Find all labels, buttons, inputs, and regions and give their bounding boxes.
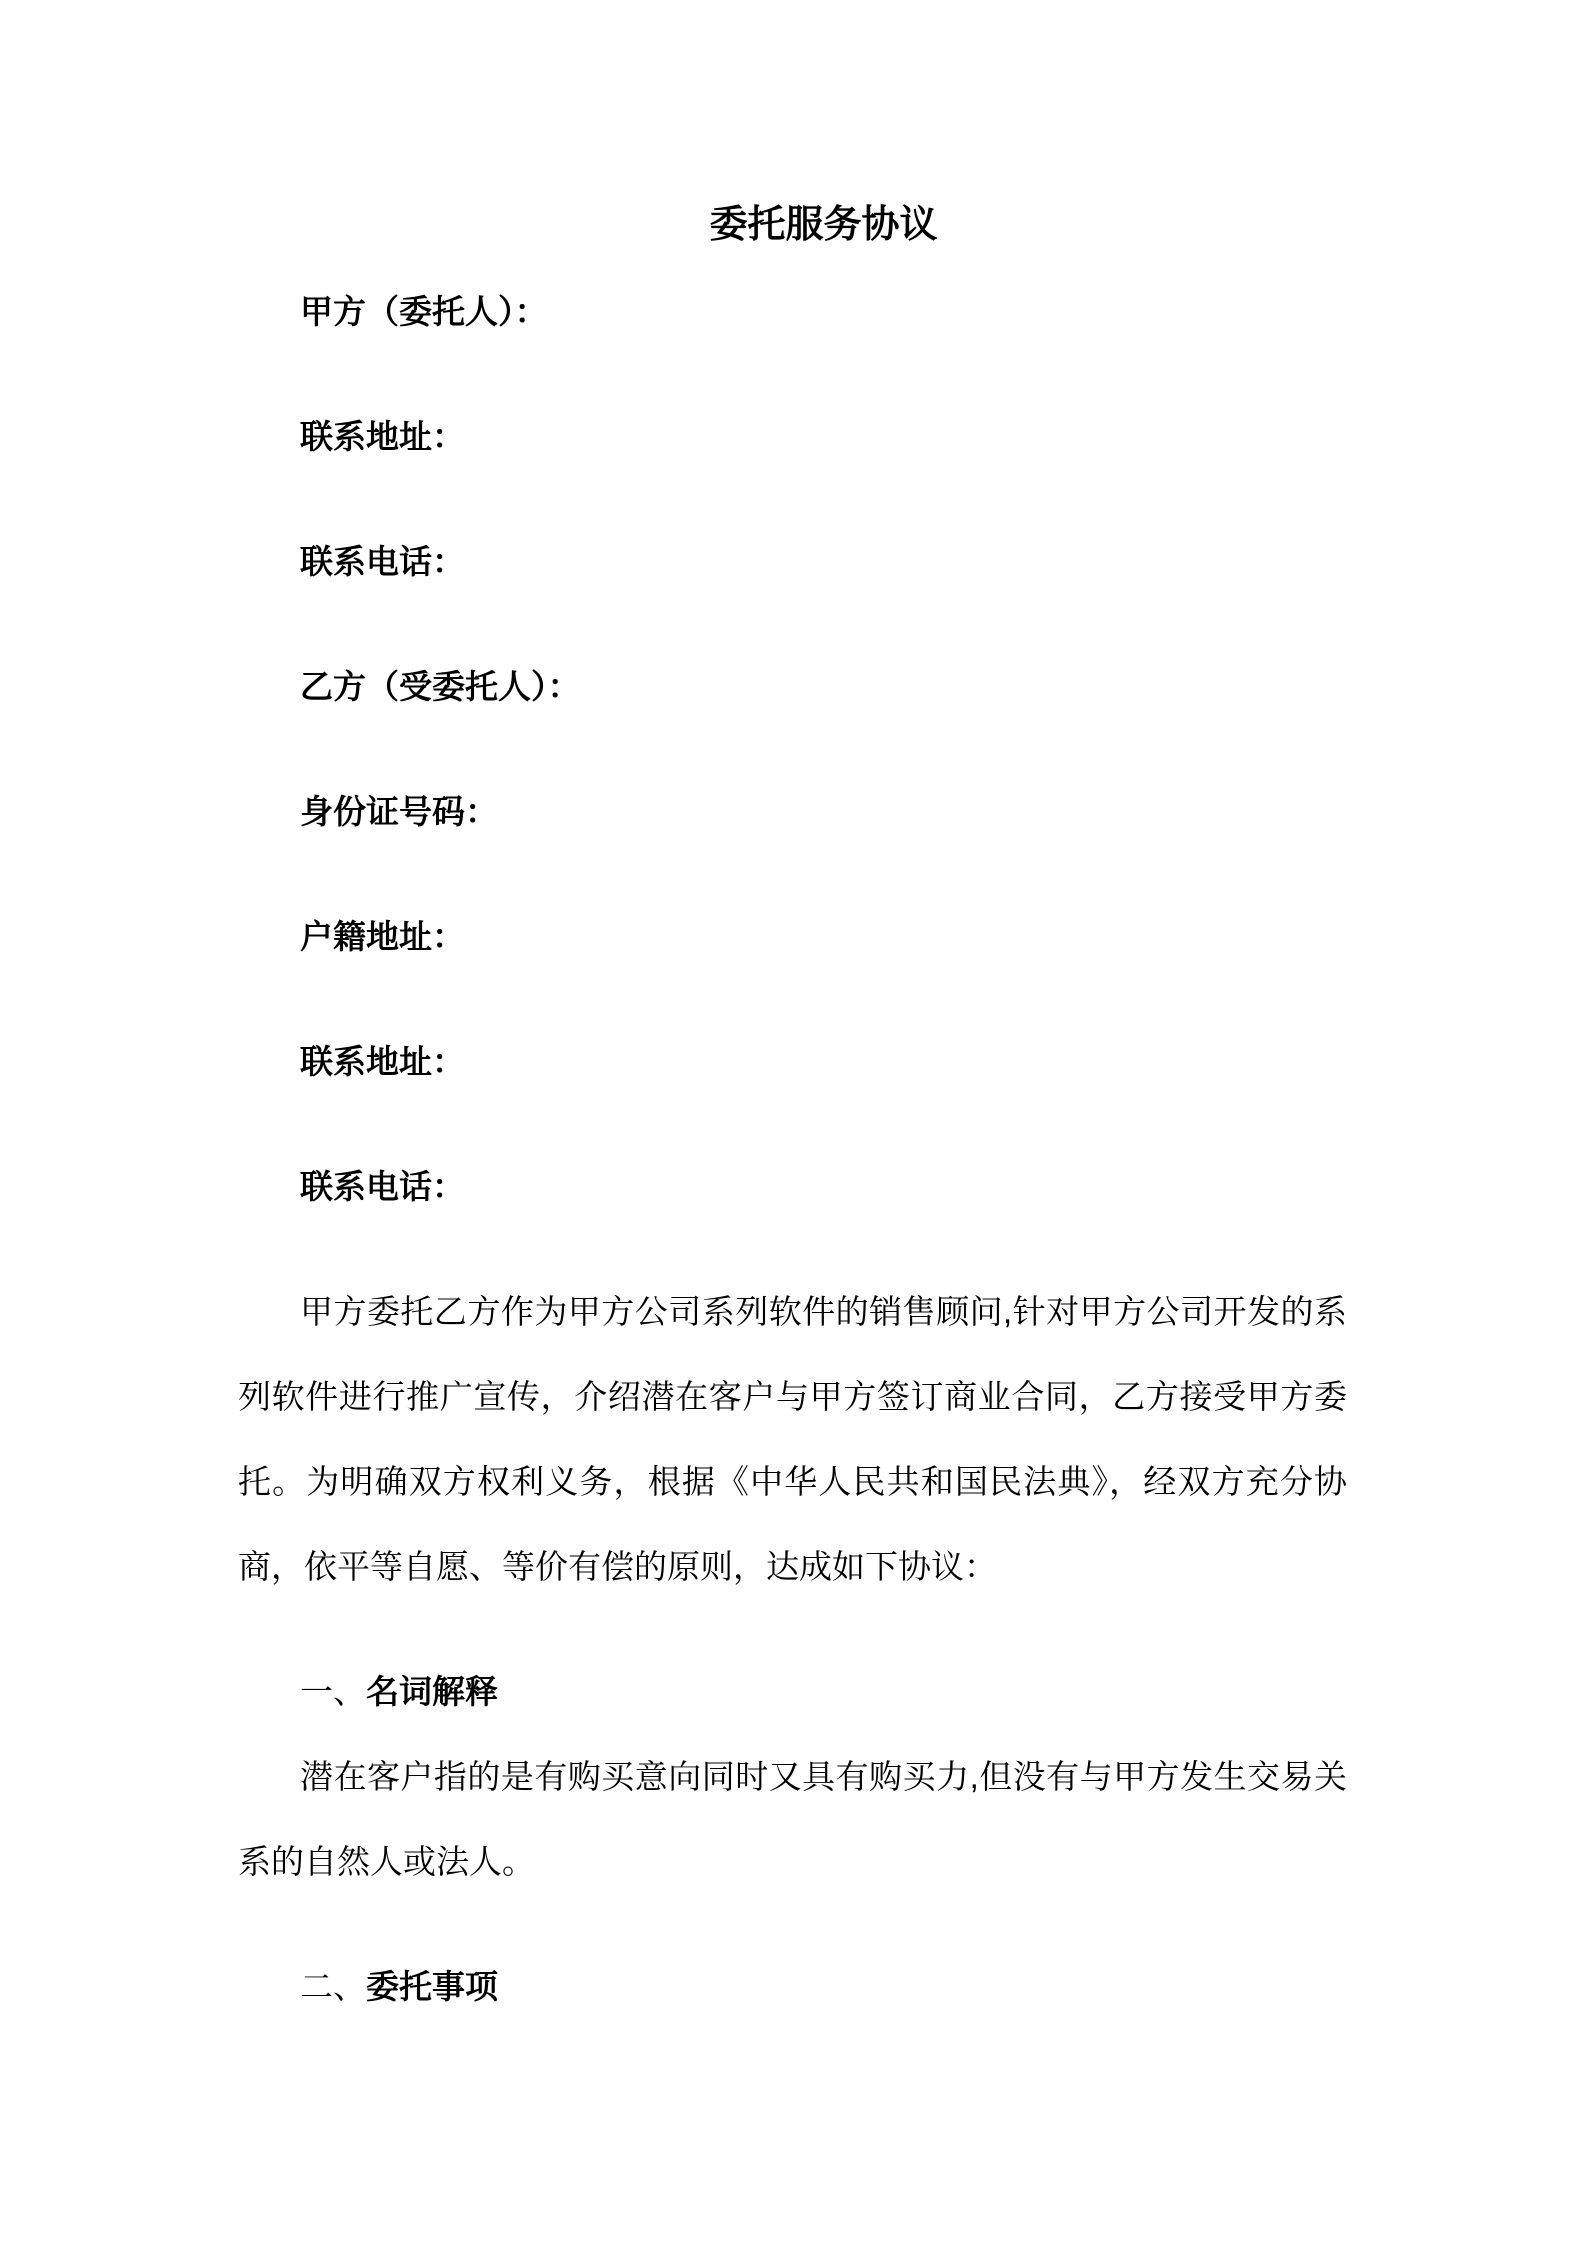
party-b-id-number-label: 身份证号码： <box>300 793 498 830</box>
party-a-contact-phone-label: 联系电话： <box>300 543 465 580</box>
party-b-household-address-label: 户籍地址： <box>300 918 465 955</box>
party-a-contact-address-label: 联系地址： <box>300 418 465 455</box>
party-b-label: 乙方（受委托人）： <box>300 668 581 705</box>
section-2-heading <box>238 1944 1347 2029</box>
party-b-contact-address-label: 联系地址： <box>300 1043 465 1080</box>
preamble-paragraph: 甲方委托乙方作为甲方公司系列软件的销售顾问,针对甲方公司开发的系列软件进行推广宣传，介绍潜在客户与甲方签订商业合同，乙方接受甲方委托。为明确双方权利义务，根据《中华人民共和国民法典》，经双方充分协商，依平等自愿、等价有偿的原则，达成如下协议： <box>238 1293 1347 1585</box>
section-2-number: 二、 <box>300 1968 366 2005</box>
section-2-title: 委托事项 <box>366 1968 498 2005</box>
party-a-label: 甲方（委托人）： <box>300 293 548 330</box>
section-1-title: 名词解释 <box>366 1673 498 1710</box>
party-b-contact-phone-label: 联系电话： <box>300 1168 465 1205</box>
section-1-body: 潜在客户指的是有购买意向同时又具有购买力,但没有与甲方发生交易关系的自然人或法人。 <box>238 1758 1347 1880</box>
document-title: 委托服务协议 <box>709 204 938 246</box>
section-1-number: 一、 <box>300 1673 366 1710</box>
section-1-heading <box>238 1649 1347 1734</box>
